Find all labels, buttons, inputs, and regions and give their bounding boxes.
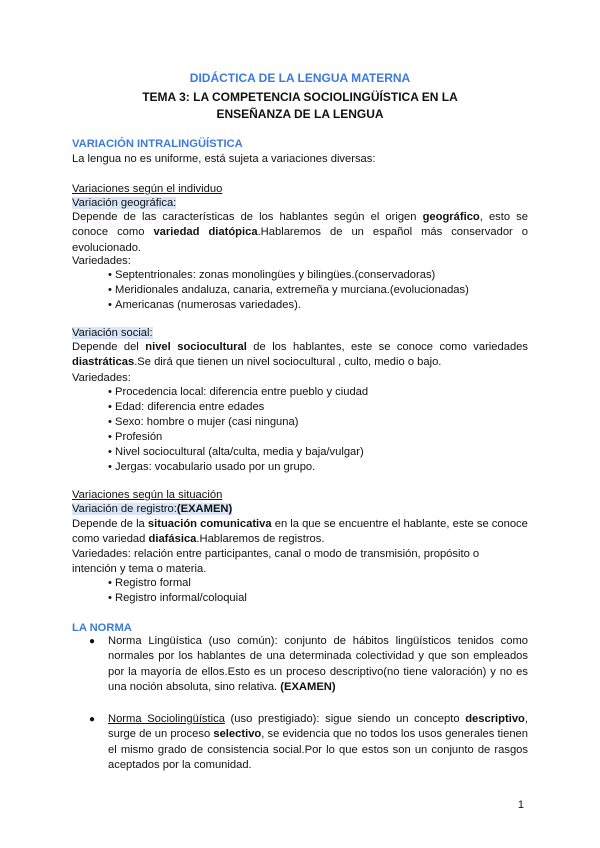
course-title: DIDÁCTICA DE LA LENGUA MATERNA bbox=[189, 71, 411, 85]
geo-label: Variación geográfica: bbox=[72, 197, 177, 209]
topic-title bbox=[0, 89, 600, 123]
list-item: • Septentrionales: zonas monolingües y bilingües.(conservadoras) bbox=[108, 268, 469, 283]
social-paragraph bbox=[72, 340, 528, 371]
list-item: • Procedencia local: diferencia entre pueblo y ciudad bbox=[108, 385, 368, 400]
term: Norma Lingüística bbox=[108, 635, 202, 647]
text-run: , esto se conoce como bbox=[72, 211, 528, 239]
bold-run: diafásica bbox=[148, 533, 197, 545]
list-item: • Registro informal/coloquial bbox=[108, 591, 247, 606]
text-run: , se evidencia que no todos los usos generales tienen el mismo grado de consistencia social.Por lo que estos son un conjunto de rasgos aceptados por la comunidad. bbox=[108, 728, 528, 772]
list-item: • Edad: diferencia entre edades bbox=[108, 400, 368, 415]
geo-variedades-list bbox=[108, 268, 469, 313]
bullet-dot: ● bbox=[89, 636, 96, 647]
section-norma-heading: LA NORMA bbox=[72, 622, 132, 634]
text-run: , surge de un proceso bbox=[108, 713, 528, 741]
situacion-heading: Variaciones según la situación bbox=[72, 489, 223, 501]
geo-paragraph bbox=[72, 210, 528, 256]
geo-variedades-label: Variedades: bbox=[72, 255, 131, 267]
section-variacion-heading: VARIACIÓN INTRALINGÜÍSTICA bbox=[72, 138, 243, 150]
list-item: • Americanas (numerosas variedades). bbox=[108, 298, 469, 313]
list-item: • Registro formal bbox=[108, 576, 247, 591]
social-label-wrap bbox=[72, 326, 153, 340]
bold-run: situación comunicativa bbox=[147, 518, 272, 530]
bold-run: descriptivo bbox=[465, 713, 525, 725]
section-variacion-intro: La lengua no es uniforme, está sujeta a variaciones diversas: bbox=[72, 153, 376, 165]
bold-run: diastráticas bbox=[72, 356, 135, 369]
text-run: .Se dirá que tienen un nivel sociocultural , culto, medio o bajo. bbox=[134, 356, 442, 369]
individuo-heading: Variaciones según el individuo bbox=[72, 183, 223, 195]
registro-exam-tag: (EXAMEN) bbox=[176, 503, 233, 515]
text-run: Depende de las características de los hablantes según el origen bbox=[72, 211, 423, 223]
norma-sociolinguistica-paragraph bbox=[108, 712, 528, 774]
list-item: • Nivel sociocultural (alta/culta, media y baja/vulgar) bbox=[108, 445, 368, 460]
bold-run: geográfico bbox=[422, 211, 480, 223]
list-item: • Sexo: hombre o mujer (casi ninguna) bbox=[108, 415, 368, 430]
exam-tag: (EXAMEN) bbox=[280, 681, 336, 694]
text-run: en la que se encuentre el hablante, este se conoce bbox=[271, 518, 528, 530]
registro-paragraph-line-1 bbox=[72, 517, 528, 531]
text-run: .Hablaremos de un español más conservador o evolucionado. bbox=[72, 226, 528, 254]
topic-title-line-1: TEMA 3: LA COMPETENCIA SOCIOLINGÜÍSTICA EN LA bbox=[142, 90, 458, 104]
list-item: • Profesión bbox=[108, 430, 368, 445]
bold-run: nivel sociocultural bbox=[145, 341, 247, 353]
text-run: de los hablantes, este se conoce como variedades bbox=[246, 341, 528, 353]
text-run: (uso prestigiado): sigue siendo un concepto bbox=[224, 713, 466, 725]
text-run: (uso común): conjunto de hábitos lingüísticos tenidos como normales por los hablantes de una determinada colectividad y que son empleados por la mayoría de ellos.Esto es un proceso descriptivo(no tiene valoración) y no es una noción absoluta, sino relativa. bbox=[108, 635, 528, 694]
registro-label-wrap bbox=[72, 502, 232, 516]
registro-variedades-line-1: Variedades: relación entre participantes, canal o modo de transmisión, propósito o bbox=[72, 548, 480, 560]
registro-paragraph-line-2 bbox=[72, 532, 324, 546]
list-item: • Meridionales andaluza, canaria, extremeña y murciana.(evolucionadas) bbox=[108, 283, 469, 298]
page-number: 1 bbox=[517, 799, 524, 811]
text-run: .Hablaremos de registros. bbox=[196, 533, 325, 545]
term: Norma Sociolingüística bbox=[108, 713, 225, 725]
list-item: • Jergas: vocabulario usado por un grupo. bbox=[108, 460, 368, 475]
topic-title-line-2: ENSEÑANZA DE LA LENGUA bbox=[216, 107, 384, 121]
registro-variedades-line-2: intención y tema o materia. bbox=[72, 563, 207, 575]
social-variedades-label: Variedades: bbox=[72, 372, 131, 384]
bullet-dot: ● bbox=[89, 714, 96, 725]
geo-label-wrap bbox=[72, 196, 176, 210]
social-variedades-list bbox=[108, 385, 368, 475]
bold-run: selectivo bbox=[213, 728, 262, 741]
text-run: Depende del bbox=[72, 341, 146, 353]
bold-run: variedad diatópica bbox=[153, 226, 258, 239]
registro-label: Variación de registro: bbox=[72, 503, 177, 515]
text-run: Depende de la bbox=[72, 518, 148, 530]
text-run: como variedad bbox=[72, 533, 149, 545]
norma-linguistica-paragraph bbox=[108, 634, 528, 696]
social-label: Variación social: bbox=[72, 327, 153, 339]
registro-list bbox=[108, 576, 247, 606]
